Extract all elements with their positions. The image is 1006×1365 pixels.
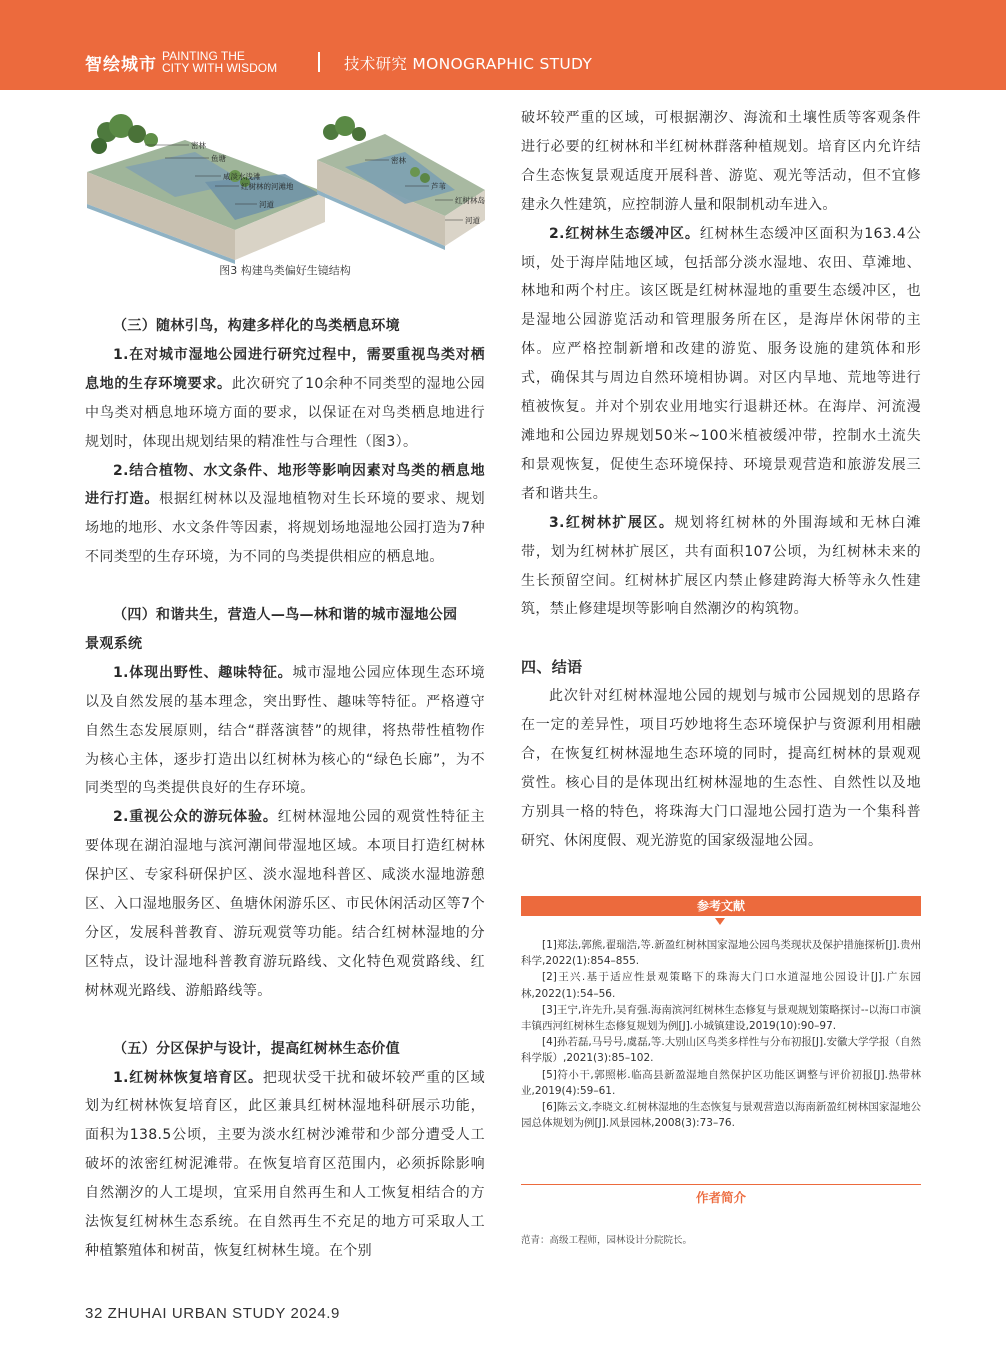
label-river-left: 河道 <box>259 200 274 209</box>
heading-3-harmony: （四）和谐共生，营造人—鸟—林和谐的城市湿地公园 <box>113 607 458 624</box>
label-brackish-shoal: 咸淡水浅滩 <box>223 172 261 181</box>
figure-caption: 图3 构建鸟类偏好生镜结构 <box>219 264 351 277</box>
brand-en-line1: PAINTING THE <box>162 49 245 63</box>
author-divider <box>521 1184 921 1185</box>
issue-date: 2024.9 <box>290 1305 340 1322</box>
paragraph-lead: 1.体现出野性、趣味特征。 <box>113 664 293 681</box>
reference-item: [1]郑法,郭熊,翟瑞浩,等.新盈红树林国家湿地公园鸟类现状及保护措施探析[J].贵州科学,2022(1):854–855. <box>521 939 921 968</box>
label-river-right: 河道 <box>465 216 480 225</box>
page-header <box>0 0 1006 90</box>
header-divider <box>318 52 320 72</box>
paragraph <box>521 509 921 625</box>
paragraph-text: 规划将红树林的外围海域和无林白滩带，划为红树林扩展区，共有面积107公顷，为红树林未来的生长预留空间。红树林扩展区内禁止修建跨海大桥等永久性建筑，禁止修建堤坝等影响自然潮汐的构筑物。 <box>521 514 921 618</box>
references-arrow-icon <box>715 918 725 925</box>
label-mangrove-beach: 红树林的河滩地 <box>241 182 294 191</box>
paragraph-lead: 2.结合植物、水文条件、地形等影响因素对鸟类的栖息地进行打造。 <box>85 462 485 508</box>
brand-en-line2: CITY WITH WISDOM <box>162 61 278 75</box>
figure-3-illustration <box>85 112 485 282</box>
paragraph-lead: 2.重视公众的游玩体验。 <box>113 809 278 826</box>
references-title: 参考文献 <box>521 896 921 916</box>
paragraph-text: 此次研究了10余种不同类型的湿地公园中鸟类对栖息地环境方面的要求，以保证在对鸟类栖息地进行规划时，体现出规划结果的精准性与合理性（图3）。 <box>85 375 486 450</box>
left-column <box>85 312 485 1266</box>
heading-3-harmony-cont: 景观系统 <box>85 635 143 652</box>
label-mangrove-island: 红树林岛 <box>455 196 485 205</box>
paragraph-text: 红树林生态缓冲区面积为163.4公顷，处于海岸陆地区域，包括部分淡水湿地、农田、草滩地、林地和两个村庄。该区既是红树林湿地的重要生态缓冲区，也是湿地公园游览活动和管理服务所在区，是海岸休闲带的主体。应严格控制新增和改建的游览、服务设施的建筑体和形式，确保其与周边自然环境相协调。对区内旱地、荒地等进行植被恢复。并对个别农业用地实行退耕还林。在海岸、河流漫滩地和公园边界规划50米~100米植被缓冲带，控制水土流失和景观恢复，促使生态环境保持、环境景观营造和旅游发展三者和谐共生。 <box>521 225 921 502</box>
paragraph-lead: 3.红树林扩展区。 <box>549 514 675 531</box>
label-dense-forest: 密林 <box>191 141 206 150</box>
reference-item: [3]王宁,许先升,吴育强.海南滨河红树林生态修复与景观规划策略探讨--以海口市演丰镇西河红树林生态修复规划为例[J].小城镇建设,2019(10):90–97. <box>521 1003 921 1033</box>
paragraph <box>85 457 485 573</box>
heading-3-birds: （三）随林引鸟，构建多样化的鸟类栖息环境 <box>113 318 400 334</box>
label-dense-forest-right: 密林 <box>391 156 406 165</box>
paragraph: 此次针对红树林湿地公园的规划与城市公园规划的思路存在一定的差异性，项目巧妙地将生态环境保护与资源利用相融合，在恢复红树林湿地生态环境的同时，提高红树林的景观观赏性。核心目的是体现出红树林湿地的生态性、自然性以及地方别具一格的特色，将珠海大门口湿地公园打造为一个集科普研究、休闲度假、观光游览的国家级湿地公园。 <box>521 688 921 849</box>
figure-right-block <box>317 116 485 250</box>
reference-item: [6]陈云文,李晓文.红树林湿地的生态恢复与景观营造以海南新盈红树林国家湿地公园总体规划为例[J].风景园林,2008(3):73–76. <box>521 1101 921 1130</box>
reference-item: [5]符小干,郭照彬.临高县新盈湿地自然保护区功能区调整与评价初报[J].热带林业,2019(4):59–61. <box>521 1068 921 1097</box>
paragraph-text: 把现状受干扰和破坏较严重的区域划为红树林恢复培育区，此区兼具红树林湿地科研展示功能，面积为138.5公顷，主要为淡水红树沙滩带和少部分遭受人工破坏的浓密红树泥滩带。在恢复培育区范围内，必须拆除影响自然潮汐的人工堤坝，宜采用自然再生和人工恢复相结合的方法恢复红树林生态系统。在自然再生不充足的地方可采取人工种植繁殖体和树苗，恢复红树林生境。在个别 <box>85 1069 485 1259</box>
paragraph-lead: 1.红树林恢复培育区。 <box>113 1069 263 1086</box>
reference-item: [4]孙若磊,马号号,虞磊,等.大别山区鸟类多样性与分布初报[J].安徽大学学报（自然科学版）,2021(3):85–102. <box>521 1036 921 1065</box>
paragraph-lead: 1.在对城市湿地公园进行研究过程中，需要重视鸟类对栖息地的生存环境要求。 <box>85 346 485 392</box>
page-footer <box>85 1305 340 1322</box>
reference-item: [2]王兴.基于适应性景观策略下的珠海大门口水道湿地公园设计[J].广东园林,2022(1):54–56. <box>521 971 921 1000</box>
author-title: 作者简介 <box>695 1190 746 1205</box>
section-tag: 技术研究 MONOGRAPHIC STUDY <box>344 55 593 73</box>
brand-name-en <box>162 50 302 74</box>
paragraph <box>85 1064 485 1266</box>
paragraph-continued: 破坏较严重的区域，可根据潮汐、海流和土壤性质等客观条件进行必要的红树林和半红树林群落种植规划。培育区内允许结合生态恢复景观适度开展科普、游览、观光等活动，但不宜修建永久性建筑，应控制游人量和限制机动车进入。 <box>521 110 921 213</box>
paragraph-text: 城市湿地公园应体现生态环境以及自然发展的基本理念，突出野性、趣味等特征。严格遵守自然生态发展原则，结合“群落演替”的规律，将热带性植物作为核心主体，逐步打造出以红树林为核心的“绿色长廊”，为不同类型的鸟类提供良好的生存环境。 <box>85 664 485 797</box>
label-fish-pond: 鱼塘 <box>211 154 226 163</box>
paragraph <box>85 341 485 457</box>
right-column <box>521 104 921 856</box>
paragraph-lead: 2.红树林生态缓冲区。 <box>549 225 700 242</box>
brand-name-cn: 智绘城市 <box>85 55 157 75</box>
paragraph <box>85 659 485 804</box>
journal-name: ZHUHAI URBAN STUDY <box>107 1305 286 1322</box>
heading-3-zoning: （五）分区保护与设计，提高红树林生态价值 <box>113 1040 400 1057</box>
label-reed: 芦苇 <box>431 182 446 191</box>
paragraph <box>85 803 485 1005</box>
author-bio: 范青：高级工程师，园林设计分院院长。 <box>521 1235 693 1246</box>
paragraph-text: 红树林湿地公园的观赏性特征主要体现在湖泊湿地与滨河潮间带湿地区域。本项目打造红树林保护区、专家科研保护区、淡水湿地科普区、咸淡水湿地游憩区、入口湿地服务区、鱼塘休闲游乐区、市民休闲活动区等7个分区，发展科普教育、游玩观赏等功能。结合红树林湿地的分区特点，设计湿地科普教育游玩路线、文化特色观赏路线、红树林观光路线、游船路线等。 <box>85 809 485 999</box>
page-number: 32 <box>85 1305 103 1322</box>
references-list <box>521 937 921 1131</box>
heading-2-conclusion: 四、结语 <box>521 658 583 677</box>
paragraph <box>521 220 921 509</box>
paragraph-text: 根据红树林以及湿地植物对生长环境的要求、规划场地的地形、水文条件等因素，将规划场地湿地公园打造为7种不同类型的生存环境，为不同的鸟类提供相应的栖息地。 <box>85 491 486 566</box>
